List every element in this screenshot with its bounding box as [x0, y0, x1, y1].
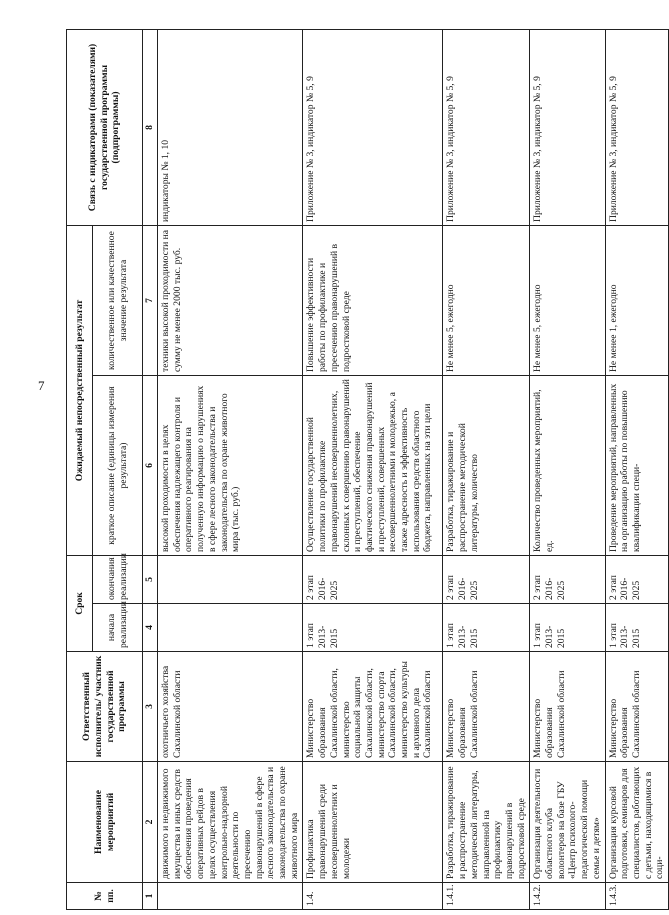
table-row	[530, 29, 605, 909]
row-result-value: Не менее 5, ежегодно	[443, 225, 530, 375]
column-number: 2	[143, 762, 158, 883]
row-result-description: высокой проходимости в целях обеспечения надлежащего контроля и оперативного реагирования на полученную информацию о нарушениях в сфере лесного законодательства и законодательства по охране животного мира (тыс. руб.)	[158, 376, 303, 556]
row-start: 1 этап 2013-2015	[530, 604, 605, 652]
table-row	[303, 29, 443, 909]
row-start: 1 этап 2013-2015	[605, 604, 669, 652]
row-num	[158, 883, 303, 910]
header-name: Наименование мероприятий	[67, 762, 143, 883]
column-number: 7	[143, 225, 158, 375]
row-result-description: Проведение мероприятий, направленных на организацию работы по повышению квалификации специ-	[605, 376, 669, 556]
table-row	[443, 29, 530, 909]
page-number: 7	[38, 378, 45, 393]
row-name: движимого и недвижимого имущества и иных средств обеспечения проведения оперативных рейдов в целях осуществления контрольно-надзорной деятельности по пресечению правонарушений в сфере лесного законодательства и законодательства по охране животного мира	[158, 762, 303, 883]
header-link: Связь с индикаторами (показателями) государственной программы (подпрограммы)	[67, 29, 143, 225]
rotated-table-wrapper	[66, 30, 666, 910]
row-responsible: Министерство образования Сахалинской области	[530, 652, 605, 762]
row-result-description: Осуществление государственной политики по профилактике правонарушений несовершеннолетних, склонных к совершению правонарушений и преступлений, обеспечение фактического снижения правонарушений и преступлений, совершенных несовершеннолетними и молодежью, а также адресность и эффективность использования средств областного бюджета, направленных на эти цели	[303, 376, 443, 556]
row-num: 1.4.3.	[605, 883, 669, 910]
row-end: 2 этап 2016-2025	[303, 556, 443, 604]
row-start	[158, 604, 303, 652]
header-start: начала реализации	[93, 604, 143, 652]
table-row	[605, 29, 669, 909]
row-name: Разработка, тиражирование и распространение методической литературы, направленной на профилактику правонарушений в подростковой среде	[443, 762, 530, 883]
row-link: Приложение № 3, индикатор № 5, 9	[443, 29, 530, 225]
header-term: Срок	[67, 556, 93, 652]
row-link: Приложение № 3, индикатор № 5, 9	[530, 29, 605, 225]
column-number: 8	[143, 29, 158, 225]
row-responsible: Министерство образования Сахалинской области	[443, 652, 530, 762]
row-link: индикаторы № 1, 10	[158, 29, 303, 225]
row-responsible: Министерство образования Сахалинской области, министерство социальной защиты Сахалинской области, министерство спорта Сахалинской области, министерство культуры и архивного дела Сахалинской области	[303, 652, 443, 762]
row-result-description: Разработка, тиражирование и распространение методической литературы, количество	[443, 376, 530, 556]
measures-table	[66, 29, 669, 910]
row-name: Организация курсовой подготовки, семинаров для специалистов, работающих с детьми, находящимися в соци-	[605, 762, 669, 883]
row-name: Профилактика правонарушений среди несовершеннолетних и молодежи	[303, 762, 443, 883]
row-result-value: Не менее 5, ежегодно	[530, 225, 605, 375]
row-end: 2 этап 2016-2025	[530, 556, 605, 604]
column-number: 3	[143, 652, 158, 762]
row-result-value: Не менее 1, ежегодно	[605, 225, 669, 375]
row-link: Приложение № 3, индикатор № 5, 9	[605, 29, 669, 225]
row-start: 1 этап 2013-2015	[443, 604, 530, 652]
row-num: 1.4.2.	[530, 883, 605, 910]
row-result-value: Повышение эффективности работы по профилактике и пресечению правонарушений в подростковой среде	[303, 225, 443, 375]
row-end: 2 этап 2016-2025	[605, 556, 669, 604]
row-result-description: Количество проведенных мероприятий, ед.	[530, 376, 605, 556]
header-end: окончания реализации	[93, 556, 143, 604]
table-frame	[66, 30, 666, 910]
column-number-row	[143, 29, 158, 909]
header-result-description: краткое описание (единицы измерения результата)	[93, 376, 143, 556]
row-responsible: Министерство образования Сахалинской области	[605, 652, 669, 762]
column-number: 5	[143, 556, 158, 604]
row-name: Организация деятельности областного клуба волонтеров на базе ГБУ «Центр психолого-педагогической помощи семье и детям»	[530, 762, 605, 883]
column-number: 4	[143, 604, 158, 652]
row-start: 1 этап 2013-2015	[303, 604, 443, 652]
header-result-value: количественное или качественное значение результата	[93, 225, 143, 375]
header-num: № пп.	[67, 883, 143, 910]
header-responsible: Ответственный исполнитель/ участник государственной программы	[67, 652, 143, 762]
row-num: 1.4.	[303, 883, 443, 910]
row-responsible: охотничьего хозяйства Сахалинской области	[158, 652, 303, 762]
header-result: Ожидаемый непосредственный результат	[67, 225, 93, 555]
column-number: 1	[143, 883, 158, 910]
row-result-value: техники высокой проходимости на сумму не менее 2000 тыс. руб.	[158, 225, 303, 375]
row-end	[158, 556, 303, 604]
row-link: Приложение № 3, индикатор № 5, 9	[303, 29, 443, 225]
column-number: 6	[143, 376, 158, 556]
row-end: 2 этап 2016-2025	[443, 556, 530, 604]
row-num: 1.4.1.	[443, 883, 530, 910]
table-row	[158, 29, 303, 909]
